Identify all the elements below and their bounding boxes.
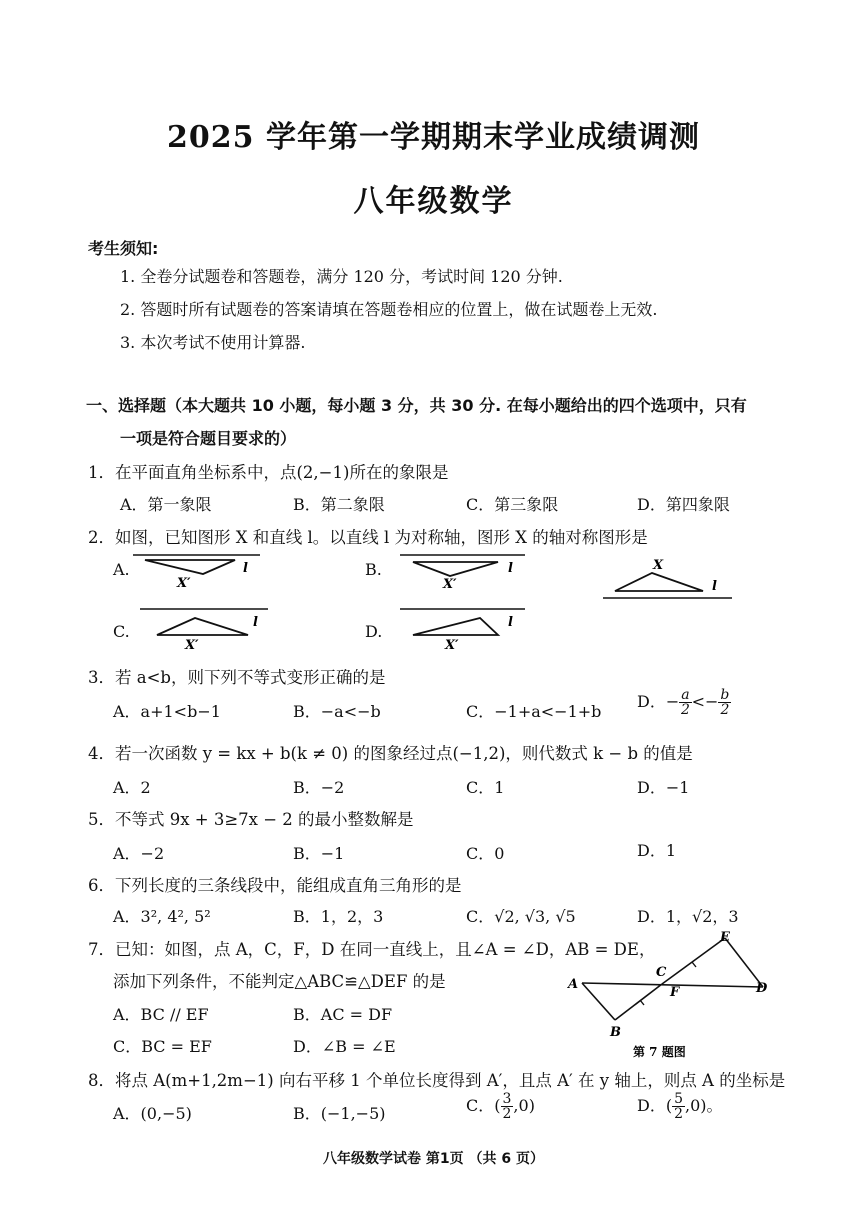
q2-b-xprime-label: X′ xyxy=(443,577,457,592)
q8-c-den: 2 xyxy=(502,1106,512,1122)
section1-heading-line1: 一、选择题（本大题共 10 小题，每小题 3 分，共 30 分. 在每小题给出的四个选项中，只有 xyxy=(86,396,747,415)
q8-option-d-prefix: D．( xyxy=(637,1096,673,1115)
q2-reference-figure xyxy=(600,553,740,601)
q3-option-c: C．−1+a<−1+b xyxy=(466,702,602,721)
q8-c-num: 3 xyxy=(502,1091,512,1107)
q2-ref-x-label: X xyxy=(653,558,664,573)
q7-point-f: F xyxy=(670,985,680,1000)
q2-a-l-label: l xyxy=(243,561,248,576)
q2-c-xprime-label: X′ xyxy=(185,638,199,652)
q2-stem: 2．如图，已知图形 X 和直线 l。以直线 l 为对称轴，图形 X 的轴对称图形是 xyxy=(88,528,648,547)
q7-stem-line1: 7．已知：如图，点 A，C，F，D 在同一直线上，且∠A = ∠D，AB = DE， xyxy=(88,940,656,959)
q2-d-xprime-label: X′ xyxy=(445,638,459,652)
q2-option-b-figure xyxy=(395,550,535,592)
q7-figure-caption: 第 7 题图 xyxy=(633,1045,686,1059)
q8-option-a: A．(0,−5) xyxy=(113,1104,192,1123)
q3-option-d: D．− $\frac{a}{2}$ <− $\frac{b}{2}$ xyxy=(637,687,730,718)
q5-stem: 5．不等式 9x + 3≥7x − 2 的最小整数解是 xyxy=(88,810,414,829)
exam-subtitle: 八年级数学 xyxy=(353,184,514,219)
q7-figure xyxy=(560,926,775,1061)
q6-option-d: D．1，√2，3 xyxy=(637,907,739,926)
q2-ref-l-label: l xyxy=(712,579,717,594)
q6-option-a: A．3², 4², 5² xyxy=(113,907,211,926)
q8-stem: 8．将点 A(m+1,2m−1) 向右平移 1 个单位长度得到 A′，且点 A′ 在 y 轴上，则点 A 的坐标是 xyxy=(88,1071,786,1090)
q5-option-b: B．−1 xyxy=(293,844,345,863)
q8-option-d xyxy=(637,1092,723,1121)
q2-c-l-label: l xyxy=(253,615,258,630)
q1-option-c: C．第三象限 xyxy=(466,495,559,514)
q3-option-d-prefix: D． xyxy=(637,692,666,711)
q6-option-c: C．√2, √3, √5 xyxy=(466,907,576,926)
q2-option-a-label: A. xyxy=(113,560,130,579)
notice-heading: 考生须知: xyxy=(88,239,159,258)
exam-title: 2025 学年第一学期期末学业成绩调测 xyxy=(167,120,700,155)
q1-stem: 1．在平面直角坐标系中，点(2,−1)所在的象限是 xyxy=(88,463,449,482)
q3-d-frac2-num: b xyxy=(720,687,730,703)
q2-a-xprime-label: X′ xyxy=(177,576,191,591)
q2-option-a-figure xyxy=(125,550,275,592)
q8-option-c-prefix: C．( xyxy=(466,1096,501,1115)
q7-point-b: B xyxy=(610,1025,621,1040)
q3-d-frac1-den: 2 xyxy=(680,702,690,718)
q2-option-d-label: D. xyxy=(365,622,383,641)
q7-stem-line2: 添加下列条件，不能判定△ABC≌△DEF 的是 xyxy=(113,972,446,991)
q4-option-a: A．2 xyxy=(113,778,151,797)
q7-option-b: B．AC = DF xyxy=(293,1005,393,1024)
q3-d-frac2-den: 2 xyxy=(720,702,730,718)
q7-option-a: A．BC // EF xyxy=(113,1005,209,1024)
q8-d-num: 5 xyxy=(674,1091,683,1107)
q3-stem: 3．若 a<b，则下列不等式变形正确的是 xyxy=(88,668,386,687)
q7-option-d: D．∠B = ∠E xyxy=(293,1037,396,1056)
q5-option-d: D．1 xyxy=(637,841,677,860)
q7-point-c: C xyxy=(656,965,667,980)
q2-option-c-label: C. xyxy=(113,622,130,641)
q4-option-d: D．−1 xyxy=(637,778,690,797)
q2-option-b-label: B. xyxy=(365,560,382,579)
q2-d-l-label: l xyxy=(508,615,513,630)
q3-option-a: A．a+1<b−1 xyxy=(113,702,221,721)
q4-stem: 4．若一次函数 y = kx + b(k ≠ 0) 的图象经过点(−1,2)，则代数式 k − b 的值是 xyxy=(88,744,693,763)
q7-point-a: A xyxy=(568,977,579,992)
q8-option-b: B．(−1,−5) xyxy=(293,1104,386,1123)
q8-option-d-suffix: ,0)。 xyxy=(685,1096,723,1115)
q8-option-c xyxy=(466,1092,535,1121)
q1-option-a: A．第一象限 xyxy=(120,495,212,514)
q8-option-c-suffix: ,0) xyxy=(513,1096,535,1115)
notice-item-2: 2. 答题时所有试题卷的答案请填在答题卷相应的位置上，做在试题卷上无效. xyxy=(120,300,658,319)
q1-option-b: B．第二象限 xyxy=(293,495,385,514)
q2-option-d-figure xyxy=(395,604,535,652)
q7-point-d: D xyxy=(756,981,768,996)
q7-point-e: E xyxy=(720,930,730,945)
q3-option-b: B．−a<−b xyxy=(293,702,381,721)
q6-stem: 6．下列长度的三条线段中，能组成直角三角形的是 xyxy=(88,876,462,895)
q7-option-c: C．BC = EF xyxy=(113,1037,212,1056)
section1-heading-line2: 一项是符合题目要求的） xyxy=(120,429,297,448)
q1-option-d: D．第四象限 xyxy=(637,495,730,514)
q2-option-c-figure xyxy=(135,604,275,652)
notice-item-3: 3. 本次考试不使用计算器. xyxy=(120,333,306,352)
q2-b-l-label: l xyxy=(508,561,513,576)
q4-option-c: C．1 xyxy=(466,778,505,797)
q5-option-c: C．0 xyxy=(466,844,505,863)
notice-item-1: 1. 全卷分试题卷和答题卷，满分 120 分，考试时间 120 分钟. xyxy=(120,267,563,286)
q3-d-frac1-num: a xyxy=(681,687,690,703)
page-footer: 八年级数学试卷 第1页 （共 6 页） xyxy=(323,1151,544,1167)
q8-d-den: 2 xyxy=(674,1106,683,1122)
q6-option-b: B．1，2，3 xyxy=(293,907,384,926)
q5-option-a: A．−2 xyxy=(113,844,165,863)
q4-option-b: B．−2 xyxy=(293,778,345,797)
